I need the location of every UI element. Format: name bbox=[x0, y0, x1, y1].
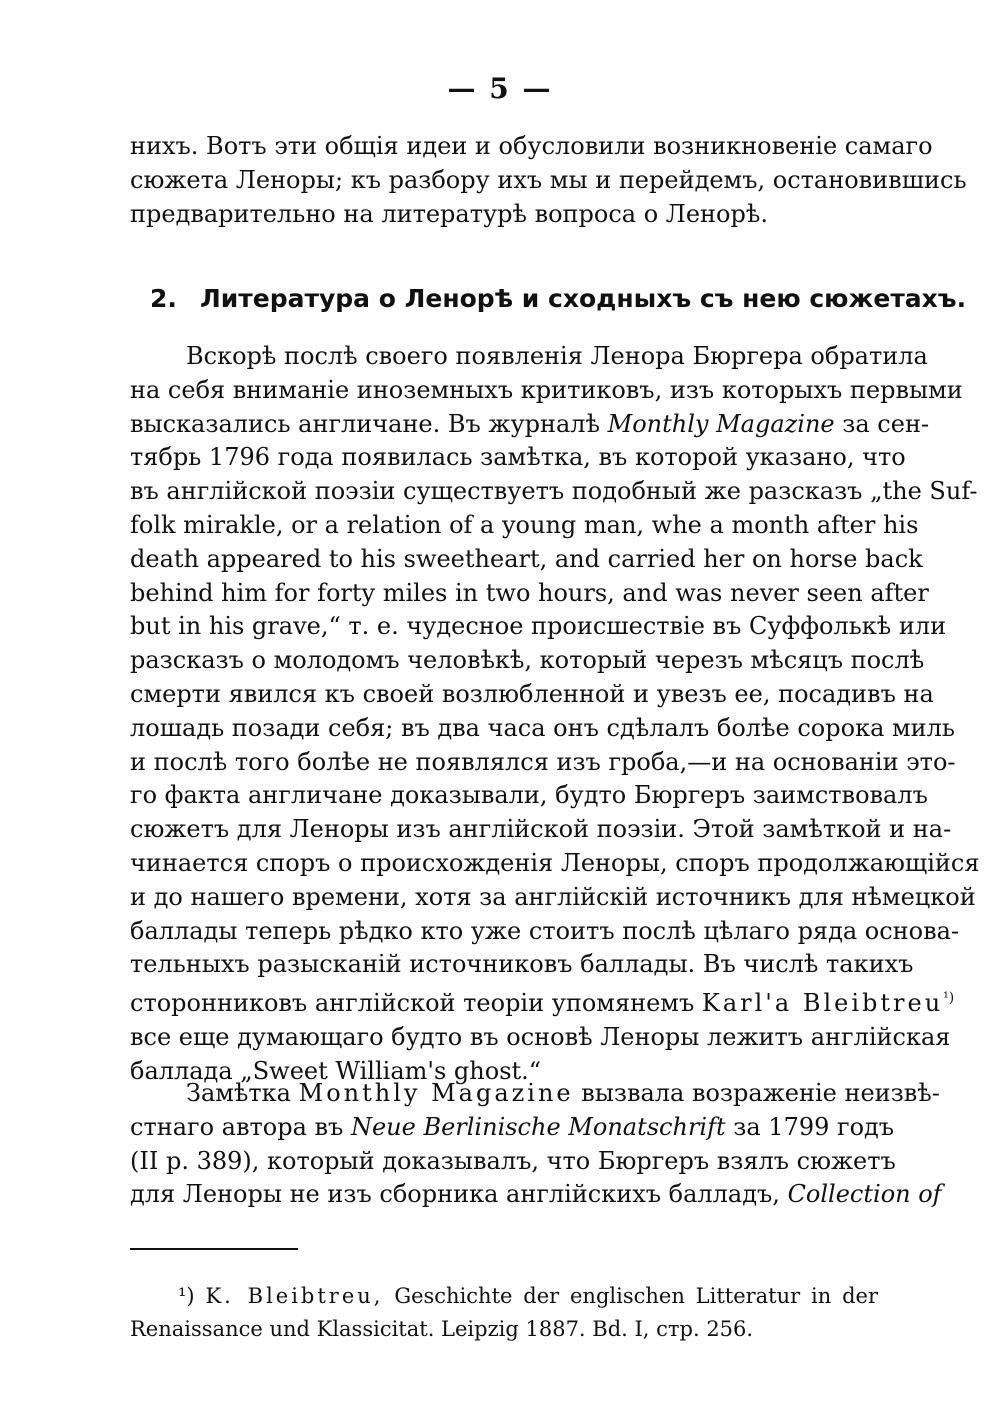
text-line: but in his grave,“ т. е. чудесное происшествіе въ Суффолькѣ или bbox=[130, 612, 947, 641]
footnote-divider bbox=[130, 1248, 298, 1250]
author-name: Karl'a Bleibtreu bbox=[701, 989, 944, 1018]
text-line: стнаго автора въ Neue Berlinische Monatschrift за 1799 годъ bbox=[130, 1112, 895, 1141]
paragraph-reply bbox=[130, 1077, 942, 1212]
text-line: въ англійской поэзіи существуетъ подобный же разсказъ „the Suf- bbox=[130, 477, 978, 506]
section-heading bbox=[150, 284, 967, 313]
text-line: и до нашего времени, хотя за англійскій источникъ для нѣмецкой bbox=[130, 882, 976, 911]
collection-title: Collection of bbox=[787, 1180, 942, 1209]
text-line: Замѣтка Monthly Magazine вызвала возраженіе неизвѣ- bbox=[186, 1079, 940, 1107]
text-line: для Леноры не изъ сборника англійскихъ балладъ, Collection of bbox=[130, 1180, 942, 1209]
text-line: folk mirakle, or a relation of a young man, whe a month after his bbox=[130, 510, 919, 539]
text-line: (II p. 389), который доказывалъ, что Бюргеръ взялъ сюжетъ bbox=[130, 1146, 896, 1175]
journal-title: Monthly Magazine bbox=[298, 1079, 574, 1107]
journal-title: Neue Berlinische Monatschrift bbox=[350, 1112, 726, 1141]
text-line: тельныхъ разысканій источниковъ баллады. Въ числѣ такихъ bbox=[130, 950, 914, 979]
footnote bbox=[130, 1280, 878, 1346]
text-line: и послѣ того болѣе не появлялся изъ гроба,—и на основаніи это- bbox=[130, 747, 956, 776]
text-line: death appeared to his sweetheart, and carried her on horse back bbox=[130, 544, 923, 573]
section-number: 2. bbox=[150, 284, 177, 313]
text-line: чинается споръ о происхожденія Леноры, споръ продолжающійся bbox=[130, 848, 980, 877]
footnote-ref: ¹) bbox=[943, 990, 955, 1007]
text-line: Вскорѣ послѣ своего появленія Ленора Бюргера обратила bbox=[186, 342, 928, 370]
text-line: баллада „Sweet William's ghost.“ bbox=[130, 1056, 542, 1085]
text-line: высказались англичане. Въ журналѣ Monthly Magazine за сен- bbox=[130, 409, 930, 438]
journal-title: Monthly Magazine bbox=[607, 409, 835, 438]
text-line: лошадь позади себя; въ два часа онъ сдѣлалъ болѣе сорока миль bbox=[130, 713, 955, 742]
page-number: — 5 — bbox=[447, 72, 553, 105]
footnote-line: ¹) K. Bleibtreu, Geschichte der englischen Litteratur in der bbox=[178, 1284, 878, 1308]
text-line: сюжетъ для Леноры изъ англійской поэзіи. Этой замѣткой и на- bbox=[130, 815, 952, 844]
footnote-line: Renaissance und Klassicitat. Leipzig 1887. Bd. I, стр. 256. bbox=[130, 1317, 754, 1341]
text-line: предварительно на литературѣ вопроса о Ленорѣ. bbox=[130, 199, 768, 228]
section-title: Литература о Ленорѣ и сходныхъ съ нею сюжетахъ. bbox=[200, 284, 967, 313]
intro-paragraph bbox=[130, 130, 967, 231]
text-line: все еще думающаго будто въ основѣ Леноры лежитъ англійская bbox=[130, 1022, 951, 1051]
text-line: сторонниковъ англійской теоріи упомянемъ Karl'a Bleibtreu$^{^1)}$ bbox=[130, 989, 955, 1018]
text-line: го факта англичане доказывали, будто Бюргеръ заимствовалъ bbox=[130, 781, 928, 810]
text-line: нихъ. Вотъ эти общія идеи и обусловили возникновеніе самаго bbox=[130, 132, 933, 160]
footnote-marker: ¹) bbox=[178, 1284, 195, 1308]
paragraph-literature bbox=[130, 340, 980, 1089]
text-line: behind him for forty miles in two hours, and was never seen after bbox=[130, 578, 929, 607]
text-line: тябрь 1796 года появилась замѣтка, въ которой указано, что bbox=[130, 443, 906, 472]
text-line: смерти явился къ своей возлюбленной и увезъ ее, посадивъ на bbox=[130, 679, 934, 708]
footnote-author: K. Bleibtreu, bbox=[205, 1284, 384, 1308]
text-line: на себя вниманіе иноземныхъ критиковъ, изъ которыхъ первыми bbox=[130, 375, 963, 404]
text-line: сюжета Леноры; къ разбору ихъ мы и перейдемъ, остановившись bbox=[130, 165, 967, 194]
text-line: баллады теперь рѣдко кто уже стоитъ послѣ цѣлаго ряда основа- bbox=[130, 916, 960, 945]
text-line: разсказъ о молодомъ человѣкѣ, который черезъ мѣсяцъ послѣ bbox=[130, 646, 925, 675]
